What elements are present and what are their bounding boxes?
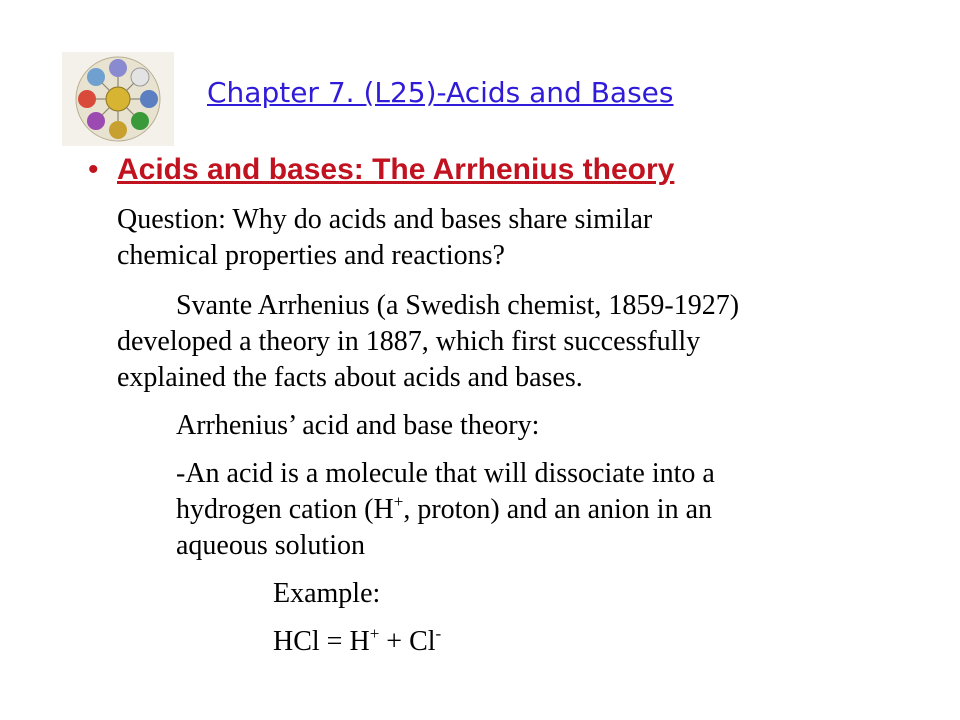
question-line-1: Question: Why do acids and bases share similar: [117, 204, 653, 235]
example-equation: [273, 623, 442, 658]
bullet-marker: •: [88, 153, 99, 186]
paragraph-line-2: developed a theory in 1887, which first successfully: [117, 326, 701, 357]
periodic-elements-wheel-logo: [62, 52, 174, 146]
equation-part-b: + Cl: [379, 626, 436, 657]
question-line-2: chemical properties and reactions?: [117, 240, 505, 271]
proton-charge-superscript: +: [393, 491, 404, 511]
equation-part-a: HCl = H: [273, 626, 370, 657]
acid-definition-line-2: [176, 491, 713, 526]
paragraph-line-1: Svante Arrhenius (a Swedish chemist, 1859-1927): [176, 290, 740, 321]
acid-definition-line-3: aqueous solution: [176, 530, 365, 561]
slide-title[interactable]: Chapter 7. (L25)-Acids and Bases: [207, 76, 674, 109]
acid-line-2-part-b: , proton) and an anion in an: [403, 494, 713, 525]
chloride-charge-superscript: -: [435, 623, 442, 643]
section-heading: Acids and bases: The Arrhenius theory: [117, 153, 675, 186]
example-label: Example:: [273, 578, 381, 609]
acid-line-2-part-a: hydrogen cation (H: [176, 494, 394, 525]
theory-label: Arrhenius’ acid and base theory:: [176, 410, 540, 441]
paragraph-line-3: explained the facts about acids and bases.: [117, 362, 583, 393]
hydrogen-charge-superscript: +: [369, 623, 380, 643]
acid-definition-line-1: -An acid is a molecule that will dissociate into a: [176, 458, 715, 489]
